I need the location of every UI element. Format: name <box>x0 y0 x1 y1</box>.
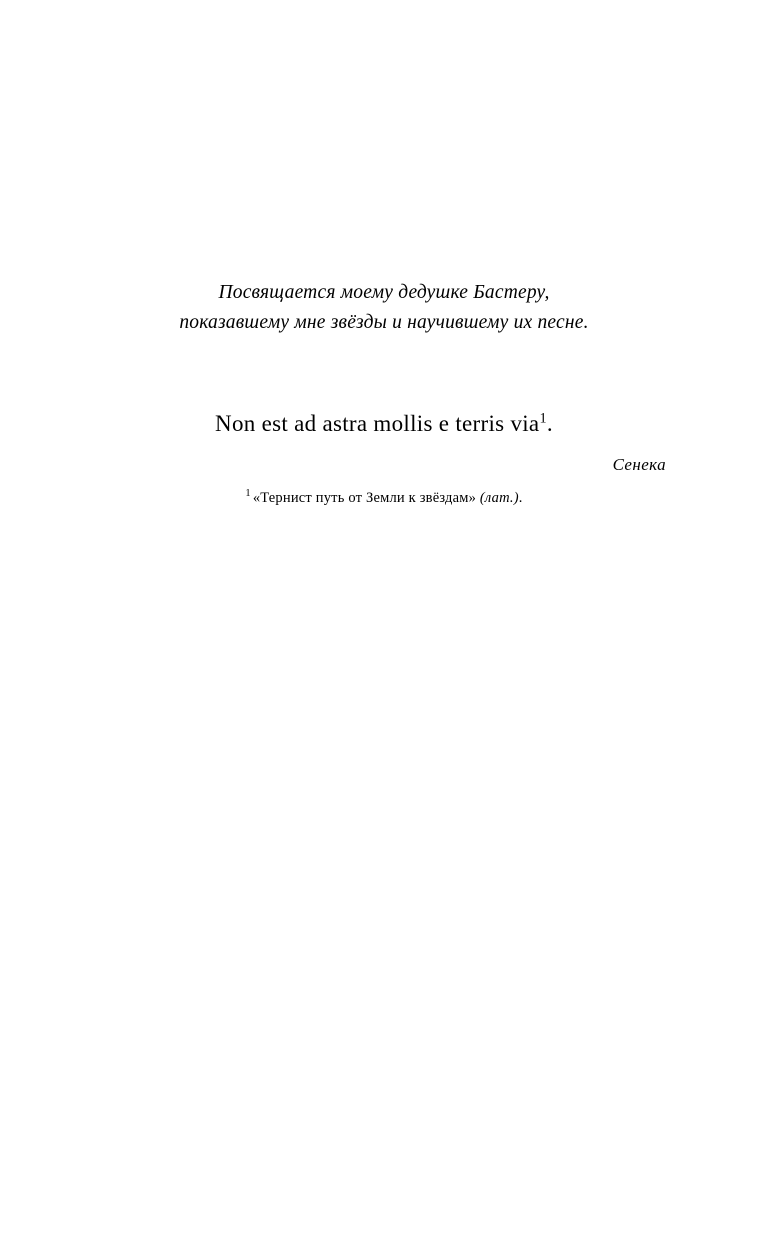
footnote-block <box>84 490 684 507</box>
epigraph-period: . <box>546 411 553 436</box>
epigraph-text <box>84 408 684 440</box>
dedication-line-2: показавшему мне звёзды и научившему их песне. <box>179 312 589 334</box>
footnote-language-note: (лат.) <box>479 490 519 506</box>
footnote-marker: 1 <box>245 488 251 500</box>
footnote-text: «Тернист путь от Земли к звёздам» <box>252 490 480 506</box>
epigraph-block <box>84 408 684 475</box>
dedication-block <box>84 278 684 338</box>
epigraph-quote: Non est ad astra mollis e terris via <box>215 411 540 436</box>
dedication-line-1: Посвящается моему дедушке Бастеру, <box>218 282 550 303</box>
epigraph-footnote-marker: 1 <box>539 410 547 427</box>
footnote-terminator: . <box>518 490 523 506</box>
epigraph-author: Сенека <box>612 455 666 475</box>
